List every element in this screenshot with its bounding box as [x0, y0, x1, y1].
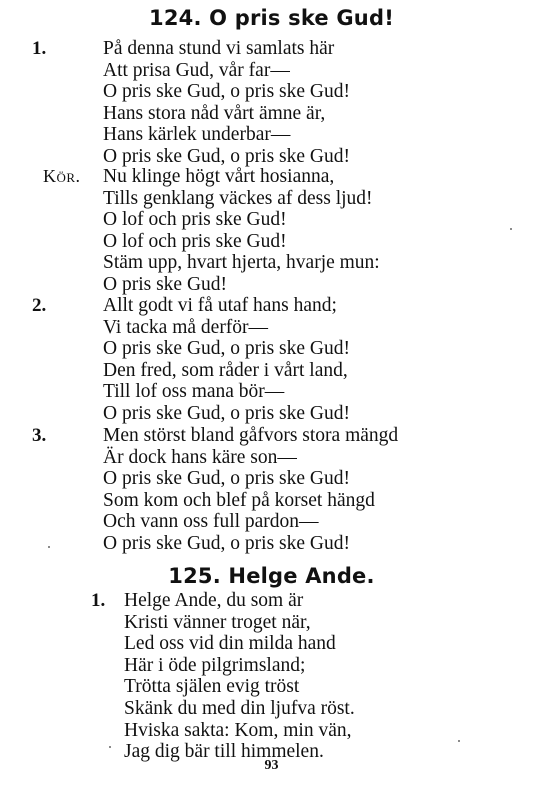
verse-line: Hans stora nåd vårt ämne är,	[103, 102, 326, 124]
print-speck	[458, 740, 460, 742]
hymn-124-chorus	[43, 166, 380, 296]
verse-line: Jag dig bär till himmelen.	[124, 741, 324, 763]
verse-line: Allt godt vi få utaf hans hand;	[103, 295, 337, 316]
verse-line: O pris ske Gud, o pris ske Gud!	[103, 468, 350, 490]
verse-line: Hans kärlek underbar—	[103, 124, 291, 146]
verse-line: På denna stund vi samlats här	[103, 38, 335, 59]
verse-line: Helge Ande, du som är	[124, 590, 304, 611]
verse-line: Den fred, som råder i vårt land,	[103, 359, 348, 381]
verse-line: Led oss vid din milda hand	[124, 633, 336, 655]
verse-line: O lof och pris ske Gud!	[103, 230, 287, 252]
verse-line: Vi tacka må derför—	[103, 316, 269, 338]
verse-line: O pris ske Gud!	[103, 273, 228, 295]
verse-line: Stäm upp, hvart hjerta, hvarje mun:	[103, 252, 380, 274]
chorus-marker: Kör.	[43, 166, 81, 186]
verse-line: O pris ske Gud, o pris ske Gud!	[103, 81, 350, 103]
verse-number: 3.	[32, 425, 47, 446]
verse-line: O pris ske Gud, o pris ske Gud!	[103, 402, 350, 424]
verse-line: Nu klinge högt vårt hosianna,	[103, 166, 335, 187]
verse-line: Hviska sakta: Kom, min vän,	[124, 719, 352, 741]
hymn-124-verse-3	[32, 425, 399, 555]
verse-line: O lof och pris ske Gud!	[103, 209, 287, 231]
print-speck	[109, 746, 111, 748]
verse-line: Här i öde pilgrimsland;	[124, 654, 306, 676]
print-speck	[510, 228, 512, 230]
hymn-125-title: 125. Helge Ande.	[168, 564, 375, 588]
print-speck	[48, 546, 50, 548]
verse-line: Men störst bland gåfvors stora mängd	[103, 425, 399, 446]
verse-line: Kristi vänner troget när,	[124, 611, 311, 633]
verse-line: O pris ske Gud, o pris ske Gud!	[103, 532, 350, 554]
verse-line: Skänk du med din ljufva röst.	[124, 697, 355, 719]
verse-line: O pris ske Gud, o pris ske Gud!	[103, 145, 350, 167]
verse-line: Och vann oss full pardon—	[103, 511, 319, 533]
hymn-124-verse-1	[32, 38, 350, 168]
verse-line: Trötta själen evig tröst	[124, 676, 300, 698]
verse-line: O pris ske Gud, o pris ske Gud!	[103, 338, 350, 360]
verse-line: Att prisa Gud, vår far—	[103, 59, 290, 81]
hymn-125-verse-1	[91, 590, 355, 763]
verse-number: 2.	[32, 295, 47, 316]
verse-line: Till lof oss mana bör—	[103, 381, 285, 403]
verse-number: 1.	[91, 590, 106, 611]
page-number: 93	[264, 758, 279, 773]
verse-line: Är dock hans käre son—	[103, 446, 297, 468]
verse-line: Som kom och blef på korset hängd	[103, 489, 375, 511]
verse-line: Tills genklang väckes af dess ljud!	[103, 187, 373, 209]
verse-number: 1.	[32, 38, 47, 59]
hymn-124-title: 124. O pris ske Gud!	[149, 6, 394, 30]
hymn-124-verse-2	[32, 295, 350, 425]
